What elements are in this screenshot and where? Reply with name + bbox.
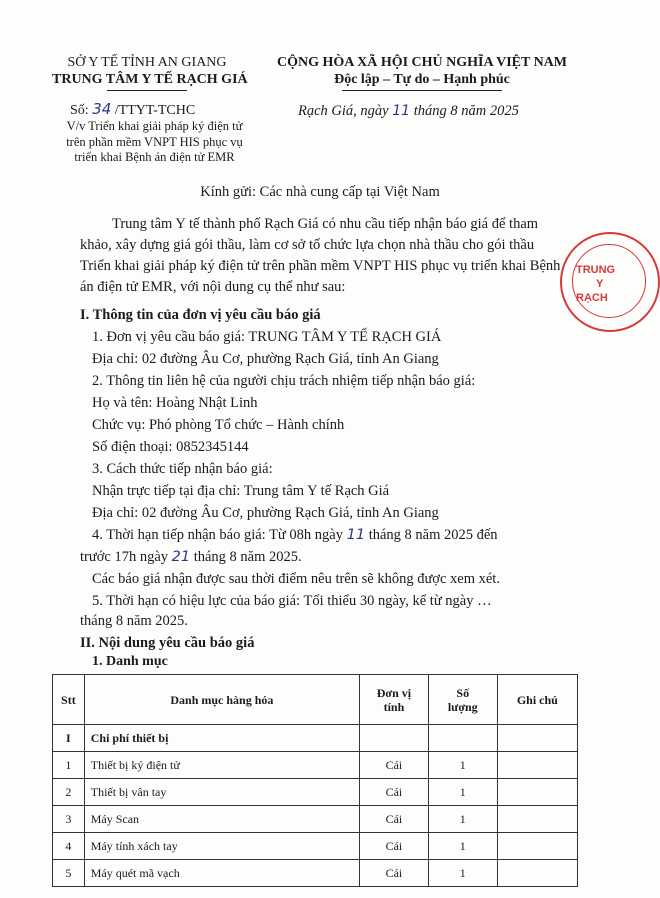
row-unit: Cái — [360, 779, 429, 806]
col-item: Danh mục hàng hóa — [84, 675, 359, 725]
row-unit: Cái — [360, 860, 429, 887]
seal-text: Y — [596, 278, 604, 290]
deadline-text: tháng 8 năm 2025 đến — [368, 527, 498, 543]
table-group-row — [53, 725, 578, 752]
col-qty-line: Số — [456, 685, 470, 700]
doc-number-handwritten: 34 — [92, 100, 112, 118]
org-parent: SỞ Y TẾ TỈNH AN GIANG — [67, 55, 227, 70]
section-line: Địa chỉ: 02 đường Âu Cơ, phường Rạch Giá, tỉnh An Giang — [92, 351, 439, 367]
place-date-day-handwritten: 11 — [392, 103, 411, 119]
group-label: Chi phí thiết bị — [84, 725, 359, 752]
row-name: Máy quét mã vạch — [84, 860, 359, 887]
row-stt: 4 — [53, 833, 85, 860]
subject-line: V/v Triển khai giải pháp ký điện tử — [66, 119, 243, 133]
col-stt: Stt — [53, 675, 85, 725]
motto: Độc lập – Tự do – Hạnh phúc — [334, 72, 510, 87]
table-row — [53, 860, 578, 887]
empty-cell — [497, 725, 577, 752]
seal-text: RẠCH — [576, 292, 608, 304]
row-qty: 1 — [428, 806, 497, 833]
table-row — [53, 806, 578, 833]
section-line: Số điện thoại: 0852345144 — [92, 439, 249, 455]
row-unit: Cái — [360, 806, 429, 833]
row-note — [497, 779, 577, 806]
subject-line: trên phần mềm VNPT HIS phục vụ — [66, 134, 243, 149]
subsection-heading: 1. Danh mục — [92, 654, 168, 669]
intro-line: Trung tâm Y tế thành phố Rạch Giá có nhu cầu tiếp nhận báo giá để tham — [112, 216, 539, 232]
section-line: 1. Đơn vị yêu cầu báo giá: TRUNG TÂM Y TẾ RẠCH GIÁ — [92, 329, 442, 345]
deadline-day-handwritten: 11 — [346, 527, 366, 543]
table-row — [53, 833, 578, 860]
section-line: Các báo giá nhận được sau thời điểm nêu trên sẽ không được xem xét. — [92, 571, 500, 587]
row-note — [497, 833, 577, 860]
section-line: tháng 8 năm 2025. — [80, 613, 188, 629]
section-line: Chức vụ: Phó phòng Tổ chức – Hành chính — [92, 417, 345, 433]
doc-number-label: Số: — [70, 103, 89, 118]
section-heading: I. Thông tin của đơn vị yêu cầu báo giá — [80, 307, 321, 323]
empty-cell — [360, 725, 429, 752]
col-note: Ghi chú — [497, 675, 577, 725]
empty-cell — [428, 725, 497, 752]
place-date — [298, 103, 519, 120]
section-line: 2. Thông tin liên hệ của người chịu trách nhiệm tiếp nhận báo giá: — [92, 373, 476, 389]
subject-line: triển khai Bệnh án điện tử EMR — [74, 150, 235, 164]
table-row — [53, 752, 578, 779]
greeting: Kính gửi: Các nhà cung cấp tại Việt Nam — [200, 184, 440, 200]
row-note — [497, 806, 577, 833]
section-line: Địa chỉ: 02 đường Âu Cơ, phường Rạch Giá, tỉnh An Giang — [92, 505, 439, 521]
catalog-table — [52, 674, 578, 887]
group-stt: I — [53, 725, 85, 752]
org-underline — [107, 90, 187, 91]
row-name: Thiết bị vân tay — [84, 779, 359, 806]
row-qty: 1 — [428, 779, 497, 806]
section-line: 5. Thời hạn có hiệu lực của báo giá: Tối thiểu 30 ngày, kể từ ngày … — [92, 593, 492, 609]
row-note — [497, 752, 577, 779]
row-stt: 1 — [53, 752, 85, 779]
section-heading: II. Nội dung yêu cầu báo giá — [80, 635, 255, 651]
col-unit-line: Đơn vị — [376, 685, 412, 700]
table-row — [53, 779, 578, 806]
org-block — [52, 55, 248, 91]
seal-text: TRUNG — [576, 264, 616, 276]
place-date-suffix: tháng 8 năm 2025 — [413, 103, 519, 119]
place-date-prefix: Rạch Giá, ngày — [298, 103, 389, 119]
col-unit — [360, 675, 429, 725]
col-qty-line: lượng — [447, 699, 478, 714]
official-seal-stamp — [560, 232, 660, 332]
row-unit: Cái — [360, 833, 429, 860]
row-qty: 1 — [428, 752, 497, 779]
deadline-line — [80, 548, 302, 567]
seal-inner-ring — [572, 244, 646, 318]
row-stt: 3 — [53, 806, 85, 833]
deadline-text: 4. Thời hạn tiếp nhận báo giá: Từ 08h ngày — [92, 527, 343, 543]
row-name: Thiết bị ký điện tử — [84, 752, 359, 779]
row-name: Máy tính xách tay — [84, 833, 359, 860]
section-line: 3. Cách thức tiếp nhận báo giá: — [92, 461, 273, 477]
col-qty — [428, 675, 497, 725]
row-unit: Cái — [360, 752, 429, 779]
doc-number — [70, 100, 195, 119]
subject-block — [52, 119, 257, 166]
deadline-text: trước 17h ngày — [80, 549, 169, 565]
org-name: TRUNG TÂM Y TẾ RẠCH GIÁ — [52, 72, 248, 87]
intro-line: Triển khai giải pháp ký điện tử trên phần mềm VNPT HIS phục vụ triển khai Bệnh — [80, 258, 561, 274]
doc-number-suffix: /TTYT-TCHC — [114, 103, 196, 118]
row-note — [497, 860, 577, 887]
section-line: Họ và tên: Hoàng Nhật Linh — [92, 395, 258, 411]
motto-underline — [342, 90, 502, 91]
deadline-day-handwritten: 21 — [171, 549, 191, 565]
row-qty: 1 — [428, 833, 497, 860]
deadline-line — [92, 526, 498, 545]
nation-block — [258, 55, 586, 91]
intro-line: khảo, xây dựng giá gói thầu, làm cơ sở tổ chức lựa chọn nhà thầu cho gói thầu — [80, 237, 535, 253]
row-stt: 5 — [53, 860, 85, 887]
nation-title: CỘNG HÒA XÃ HỘI CHỦ NGHĨA VIỆT NAM — [276, 55, 567, 70]
intro-line: án điện tử EMR, với nội dung cụ thể như sau: — [80, 279, 346, 295]
section-line: Nhận trực tiếp tại địa chỉ: Trung tâm Y tế Rạch Giá — [92, 483, 390, 499]
table-header-row — [53, 675, 578, 725]
row-name: Máy Scan — [84, 806, 359, 833]
deadline-text: tháng 8 năm 2025. — [193, 549, 302, 565]
row-qty: 1 — [428, 860, 497, 887]
row-stt: 2 — [53, 779, 85, 806]
col-unit-line: tính — [383, 699, 405, 714]
